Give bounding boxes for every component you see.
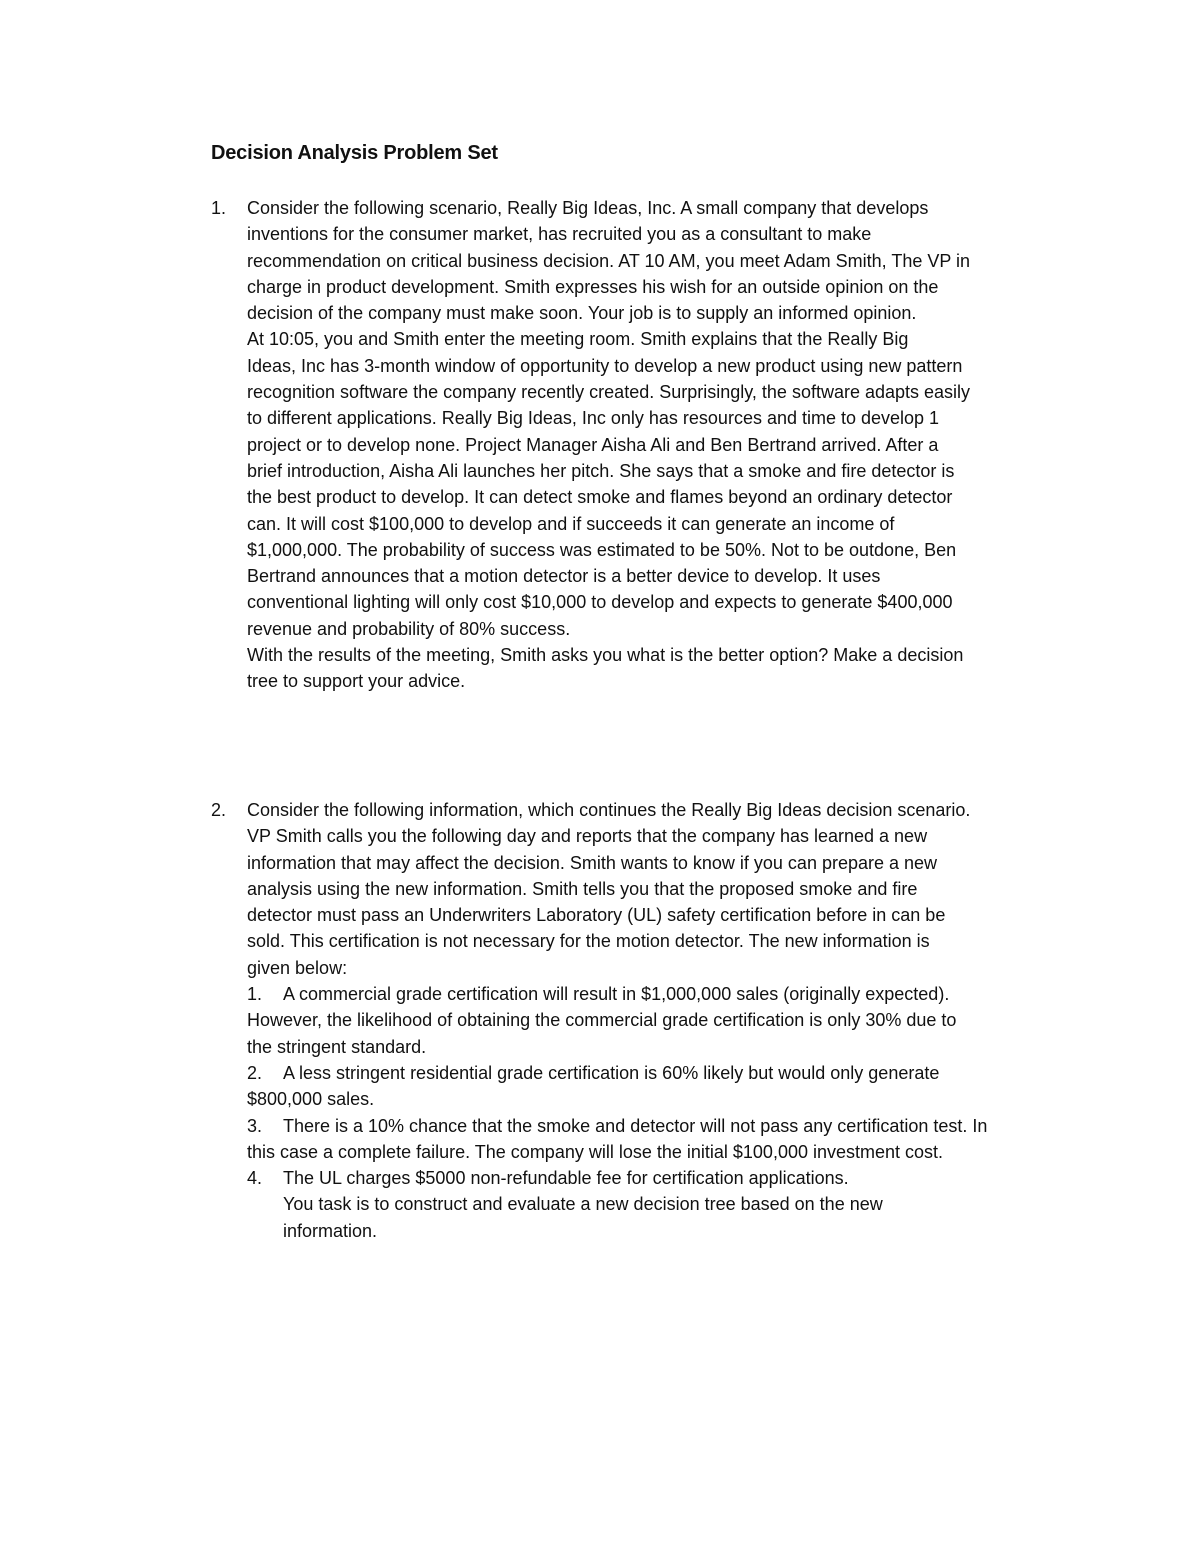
paragraph-line: sold. This certification is not necessary for the motion detector. The new information is [247,931,930,952]
paragraph-line: decision of the company must make soon. Your job is to supply an informed opinion. [247,303,917,324]
paragraph-line: conventional lighting will only cost $10,000 to develop and expects to generate $400,000 [247,592,953,613]
paragraph-line: brief introduction, Aisha Ali launches her pitch. She says that a smoke and fire detector is [247,460,955,481]
paragraph-line: VP Smith calls you the following day and reports that the company has learned a new [247,826,928,847]
info-item-text: A commercial grade certification will result in $1,000,000 sales (originally expected). [283,984,950,1005]
question-2-number: 2. [211,800,227,820]
paragraph-line: recommendation on critical business decision. AT 10 AM, you meet Adam Smith, The VP in [247,250,971,271]
question-1 [211,195,1071,695]
paragraph-line: $1,000,000. The probability of success was estimated to be 50%. Not to be outdone, Ben [247,539,957,560]
info-item-number: 4. [247,1168,263,1189]
paragraph-line: tree to support your advice. [247,671,466,692]
paragraph-line: Ideas, Inc has 3-month window of opportunity to develop a new product using new pattern [247,355,963,376]
question-2-text [247,797,1071,1244]
paragraph-line: to different applications. Really Big Ideas, Inc only has resources and time to develop 1 [247,408,940,429]
info-item-number: 2. [247,1062,263,1083]
paragraph-line: the best product to develop. It can detect smoke and flames beyond an ordinary detector [247,487,953,508]
info-item-number: 1. [247,984,263,1005]
info-item-3 [247,1113,1071,1166]
question-1-text [247,195,1071,695]
info-item-4 [247,1165,1071,1244]
paragraph-line: inventions for the consumer market, has recruited you as a consultant to make [247,224,872,245]
paragraph-line: charge in product development. Smith expresses his wish for an outside opinion on the [247,276,939,297]
paragraph-line: recognition software the company recently created. Surprisingly, the software adapts easily [247,382,971,403]
paragraph-line: can. It will cost $100,000 to develop and if succeeds it can generate an income of [247,513,895,534]
paragraph-line: analysis using the new information. Smith tells you that the proposed smoke and fire [247,878,918,899]
document-title: Decision Analysis Problem Set [211,142,498,164]
paragraph-line: Bertrand announces that a motion detector is a better device to develop. It uses [247,566,881,587]
task-line: You task is to construct and evaluate a new decision tree based on the new [283,1194,883,1215]
paragraph-line: Consider the following information, which continues the Really Big Ideas decision scenario. [247,800,971,820]
info-item-text: A less stringent residential grade certification is 60% likely but would only generate [283,1062,940,1083]
paragraph-line: project or to develop none. Project Manager Aisha Ali and Ben Bertrand arrived. After a [247,434,939,455]
paragraph-line: With the results of the meeting, Smith asks you what is the better option? Make a decision [247,645,964,666]
info-item-text: The UL charges $5000 non-refundable fee for certification applications. [283,1168,849,1189]
info-item-number: 3. [247,1115,263,1136]
paragraph-line: revenue and probability of 80% success. [247,618,571,639]
paragraph-line: Consider the following scenario, Really Big Ideas, Inc. A small company that develops [247,198,929,218]
info-item-1 [247,981,1071,1060]
info-item-continuation: this case a complete failure. The company will lose the initial $100,000 investment cost. [247,1141,944,1162]
info-item-continuation: However, the likelihood of obtaining the commercial grade certification is only 30% due to [247,1010,957,1031]
paragraph-line: At 10:05, you and Smith enter the meeting room. Smith explains that the Really Big [247,329,909,350]
task-line: information. [283,1220,378,1241]
question-1-number: 1. [211,198,227,218]
info-item-continuation: $800,000 sales. [247,1089,375,1110]
info-item-text: There is a 10% chance that the smoke and detector will not pass any certification test. In [283,1115,988,1136]
question-2 [211,797,1071,1244]
info-item-2 [247,1060,1071,1113]
paragraph-line: given below: [247,957,348,978]
paragraph-line: detector must pass an Underwriters Laboratory (UL) safety certification before in can be [247,905,946,926]
paragraph-line: information that may affect the decision. Smith wants to know if you can prepare a new [247,852,938,873]
info-item-continuation: the stringent standard. [247,1036,427,1057]
